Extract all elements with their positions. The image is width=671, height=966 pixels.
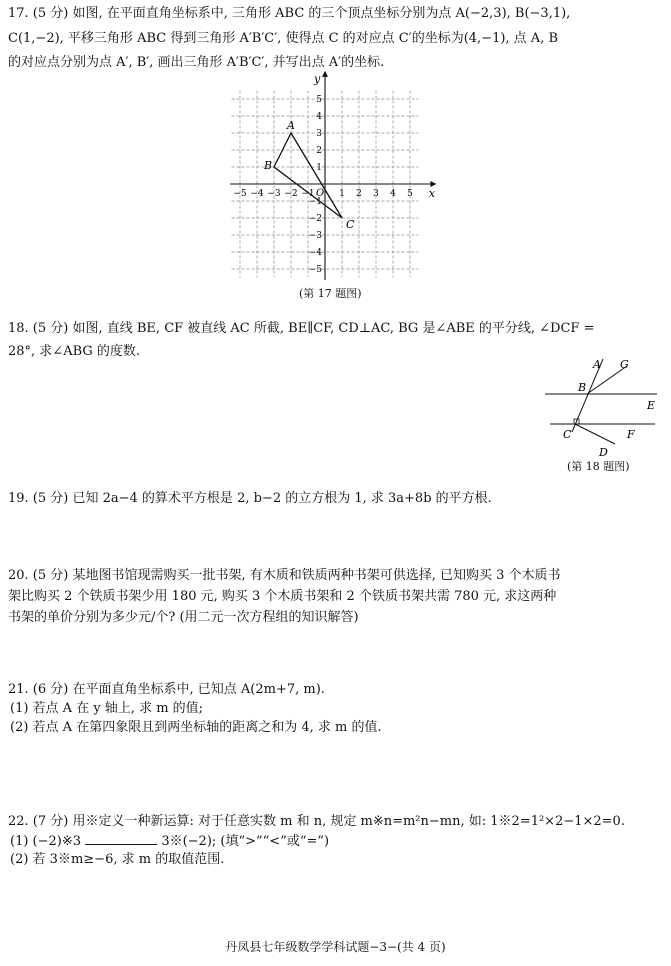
x-tick-label: 5 (407, 189, 413, 199)
x-tick-label: 4 (390, 189, 396, 199)
coordinate-grid-figure (230, 66, 440, 280)
point-label-b: B (264, 159, 273, 172)
label-d: D (599, 446, 608, 459)
q18-line-1: 18. (5 分) 如图, 直线 BE, CF 被直线 AC 所截, BE∥CF, CD⊥AC, BG 是∠ABE 的平分线, ∠DCF = (8, 321, 595, 336)
q18-figure (545, 356, 665, 464)
q20-line-1: 20. (5 分) 某地图书馆现需购买一批书架, 有木质和铁质两种书架可供选择, 已知购买 3 个木质书 (8, 568, 561, 583)
x-tick-label: −5 (233, 189, 247, 199)
y-axis-arrow (322, 71, 328, 77)
y-tick-label: −4 (308, 248, 322, 258)
y-tick-label: −3 (308, 231, 322, 241)
q17-line-3: 的对应点分别为点 A′, B′, 画出三角形 A′B′C′, 并写出点 A′的坐标. (8, 55, 385, 70)
y-tick-label: 5 (316, 95, 322, 105)
q21-line-1: 21. (6 分) 在平面直角坐标系中, 已知点 A(2m+7, m). (8, 682, 325, 697)
x-tick-label: 3 (373, 189, 379, 199)
answer-blank[interactable] (85, 832, 157, 845)
y-axis-label: y (314, 72, 321, 86)
y-tick-label: 2 (316, 146, 322, 156)
x-tick-label: −1 (301, 189, 315, 199)
q19-line-1: 19. (5 分) 已知 2a−4 的算术平方根是 2, b−2 的立方根为 1, 求 3a+8b 的平方根. (8, 491, 492, 506)
label-c: C (563, 428, 572, 441)
ray-cd (575, 424, 615, 444)
label-g: G (620, 358, 629, 371)
axes (230, 71, 436, 280)
q22-sub-2: (2) 若 3※m≥−6, 求 m 的取值范围. (10, 852, 225, 867)
x-tick-label: −4 (250, 189, 264, 199)
y-tick-label: 3 (316, 129, 322, 139)
y-tick-label: 1 (316, 163, 322, 173)
q17-line-1: 17. (5 分) 如图, 在平面直角坐标系中, 三角形 ABC 的三个顶点坐标分别为点 A(−2,3), B(−3,1), (8, 6, 571, 21)
y-tick-label: −2 (308, 214, 322, 224)
q17-line-2: C(1,−2), 平移三角形 ABC 得到三角形 A′B′C′, 使得点 C 的对应点 C′的坐标为(4,−1), 点 A, B (8, 31, 559, 46)
y-tick-label: −1 (308, 197, 322, 207)
q22-sub-1 (10, 832, 329, 851)
q20-line-2: 架比购买 2 个铁质书架少用 180 元, 购买 3 个木质书架和 2 个铁质书架共需 780 元, 求这两种 (8, 589, 557, 604)
label-e: E (647, 399, 656, 412)
point-label-a: A (287, 119, 295, 132)
page-footer: 丹凤县七年级数学学科试题−3−(共 4 页) (225, 940, 446, 954)
x-tick-label: 1 (339, 189, 345, 199)
q21-sub-2: (2) 若点 A 在第四象限且到两坐标轴的距离之和为 4, 求 m 的值. (10, 720, 382, 735)
label-f: F (627, 428, 635, 441)
x-tick-label: 2 (356, 189, 362, 199)
x-tick-label: −2 (284, 189, 298, 199)
origin-label: O (316, 188, 325, 199)
q21-sub-1: (1) 若点 A 在 y 轴上, 求 m 的值; (10, 701, 204, 716)
label-b: B (578, 381, 587, 394)
y-tick-label: 4 (316, 112, 322, 122)
q20-line-3: 书架的单价分别为多少元/个? (用二元一次方程组的知识解答) (8, 610, 359, 625)
q22-sub-1-left: (1) (−2)※3 (10, 834, 82, 849)
q18-line-2: 28°, 求∠ABG 的度数. (8, 344, 141, 359)
y-tick-label: −5 (308, 265, 322, 275)
q18-caption: (第 18 题图) (567, 460, 630, 473)
point-label-c: C (346, 218, 355, 231)
x-tick-label: −3 (267, 189, 281, 199)
q22-line-1: 22. (7 分) 用※定义一种新运算: 对于任意实数 m 和 n, 规定 m※n=m²n−mn, 如: 1※2=1²×2−1×2=0. (8, 814, 625, 829)
q22-sub-1-right: 3※(−2); (填“>”“<”或“=”) (161, 834, 330, 849)
tick-labels (233, 95, 413, 275)
x-axis-label: x (428, 187, 435, 200)
label-a: A (593, 358, 601, 371)
q17-caption: (第 17 题图) (299, 287, 362, 300)
